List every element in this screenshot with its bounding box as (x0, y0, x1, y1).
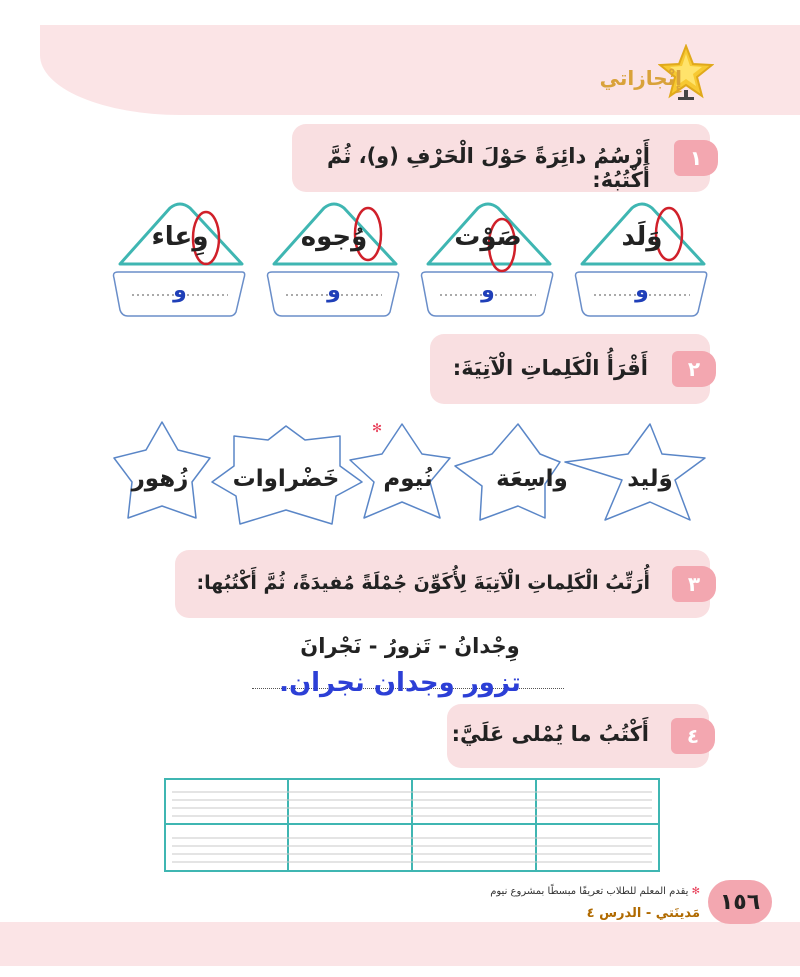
word-card-2 (418, 200, 558, 318)
section4-instruction: أَكْتُبُ ما يُمْلى عَلَيَّ: (451, 722, 649, 746)
section3-banner (175, 550, 710, 618)
word-card-3-text: وُجوه (300, 222, 368, 252)
footnote-asterisk: ✻ (691, 886, 700, 897)
footer-band (0, 922, 800, 966)
section3-number: ٣ (672, 566, 716, 602)
section2-instruction: أَقْرَأُ الْكَلِماتِ الْآتِيَةَ: (452, 356, 648, 380)
word-card-1-answer: و (635, 278, 649, 303)
section1-banner (292, 124, 710, 192)
section2-banner (430, 334, 710, 404)
section3-answer: تزور وجدان نجران. (279, 668, 521, 698)
section4-number: ٤ (671, 718, 715, 754)
dictation-grid[interactable] (164, 778, 660, 872)
section1-number: ١ (674, 140, 718, 176)
page-number: ١٥٦ (708, 880, 772, 924)
word-card-2-text: صَوْت (454, 222, 522, 252)
word-card-3-answer: و (327, 278, 341, 303)
word-card-1-text: وَلَد (621, 222, 663, 252)
word-card-3 (264, 200, 404, 318)
section3-instruction: أُرَتِّبُ الْكَلِماتِ الْآتِيَةَ لِأُكَوِّنَ جُمْلَةً مُفيدَةً، ثُمَّ أَكْتُبُها: (196, 572, 650, 594)
svg-text:✻: ✻ (372, 421, 383, 435)
word-card-4 (110, 200, 250, 318)
word-card-1 (572, 200, 712, 318)
word-card-4-text: وِعاء (151, 222, 209, 252)
lesson-label: مَدينَتي - الدرس ٤ (586, 906, 700, 921)
star-word-5: زُهور (131, 466, 189, 492)
footnote (470, 886, 700, 897)
section4-banner (447, 704, 709, 768)
footnote-text: يقدم المعلم للطلاب تعريفًا مبسطًا بمشروع نيوم (490, 886, 689, 897)
section3-words: وِجْدانُ - تَزورُ - نَجْرانَ (300, 634, 520, 658)
word-card-2-answer: و (481, 278, 495, 303)
section1-instruction: أَرْسُمُ دائِرَةً حَوْلَ الْحَرْفِ (و)، ثُمَّ أَكْتُبُهُ: (326, 144, 650, 192)
word-card-4-answer: و (173, 278, 187, 303)
section2-number: ٢ (672, 351, 716, 387)
star-word-3: نُيوم (383, 466, 433, 492)
page-title: إِنْجازاتي (599, 66, 682, 90)
star-word-2: واسِعَة (496, 466, 568, 492)
star-word-1: وَليد (627, 466, 673, 492)
star-word-4: خَضْراوات (232, 466, 340, 492)
